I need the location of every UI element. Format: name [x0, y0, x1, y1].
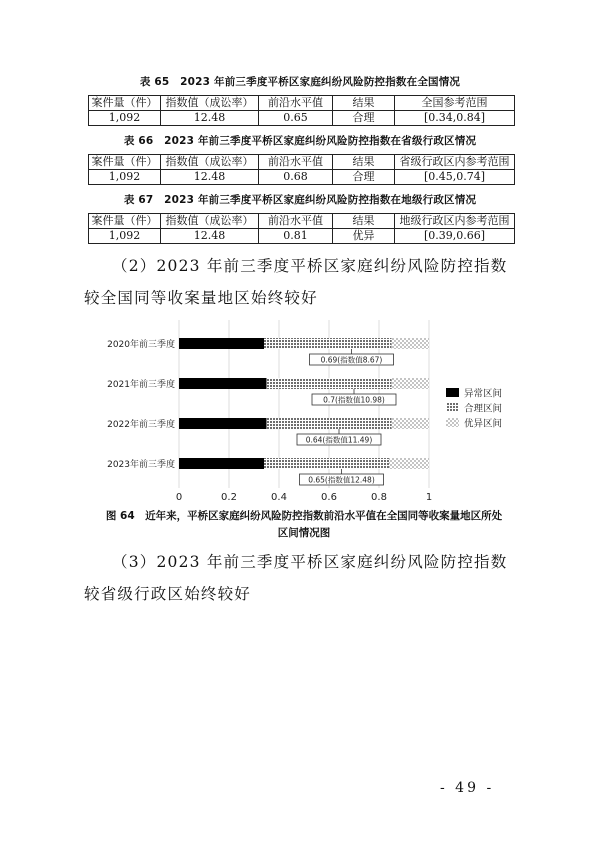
table-row	[89, 111, 515, 126]
figure-caption-line: 图 64 近年来，平桥区家庭纠纷风险防控指数前沿水平值在全国同等收案量地区所处	[105, 510, 503, 522]
table-header-row	[89, 96, 515, 111]
table-cell: [0.39,0.66]	[395, 229, 515, 244]
chart	[90, 316, 510, 502]
bar-segment	[392, 418, 430, 429]
table-cell: 1,092	[89, 229, 161, 244]
table-header-cell: 省级行政区内参考范围	[395, 155, 515, 170]
table-cell: 1,092	[89, 170, 161, 185]
category-label: 2023年前三季度	[107, 460, 175, 470]
table-row	[89, 170, 515, 185]
category-label: 2022年前三季度	[107, 420, 175, 430]
table-cell: [0.34,0.84]	[395, 111, 515, 126]
table-cell: 优异	[333, 229, 395, 244]
table-66	[88, 154, 515, 185]
table-header-cell: 前沿水平值	[259, 96, 333, 111]
table-header-cell: 全国参考范围	[395, 96, 515, 111]
section-2-heading: （2）2023 年前三季度平桥区家庭纠纷风险防控指数较全国同等收案量地区始终较好	[84, 257, 508, 307]
table-cell: 0.81	[259, 229, 333, 244]
bar-segment	[179, 418, 267, 429]
marker-label: 0.7(指数值10.98)	[323, 395, 385, 405]
x-tick-label: 1	[425, 492, 433, 502]
table-header-cell: 指数值（成讼率）	[161, 96, 259, 111]
legend-swatch	[446, 418, 459, 427]
legend-swatch	[446, 403, 459, 412]
bar-segment	[392, 378, 430, 389]
table-cell: 合理	[333, 111, 395, 126]
table-cell: 12.48	[161, 111, 259, 126]
legend-label: 优异区间	[464, 418, 503, 430]
table-cell: [0.45,0.74]	[395, 170, 515, 185]
table-header-cell: 案件量（件）	[89, 155, 161, 170]
table-cell: 12.48	[161, 170, 259, 185]
legend-swatch	[446, 388, 459, 397]
table-header-cell: 案件量（件）	[89, 214, 161, 229]
bar-segment	[389, 458, 429, 469]
table-header-cell: 结果	[333, 96, 395, 111]
x-tick-label: 0.4	[271, 492, 287, 502]
x-tick-label: 0.2	[221, 492, 237, 502]
table-65	[88, 95, 515, 126]
table-header-cell: 前沿水平值	[259, 155, 333, 170]
table-cell: 0.68	[259, 170, 333, 185]
table-cell: 1,092	[89, 111, 161, 126]
x-tick-label: 0.8	[371, 492, 387, 502]
table-67-caption: 表 67 2023 年前三季度平桥区家庭纠纷风险防控指数在地级行政区情况	[123, 194, 477, 206]
marker-label: 0.69(指数值8.67)	[320, 355, 383, 365]
table-header-cell: 指数值（成讼率）	[161, 155, 259, 170]
table-65-caption: 表 65 2023 年前三季度平桥区家庭纠纷风险防控指数在全国情况	[139, 76, 461, 88]
figure-caption-line: 区间情况图	[277, 527, 331, 539]
table-67	[88, 213, 515, 244]
marker-label: 0.64(指数值11.49)	[305, 435, 373, 445]
legend-label: 异常区间	[464, 388, 503, 400]
table-header-cell: 结果	[333, 214, 395, 229]
marker-label: 0.65(指数值12.48)	[308, 475, 375, 485]
bar-segment	[392, 338, 430, 349]
bar-segment	[264, 458, 389, 469]
table-66-caption: 表 66 2023 年前三季度平桥区家庭纠纷风险防控指数在省级行政区情况	[123, 135, 477, 147]
table-header-cell: 前沿水平值	[259, 214, 333, 229]
table-header-cell: 地级行政区内参考范围	[395, 214, 515, 229]
table-cell: 合理	[333, 170, 395, 185]
table-header-cell: 结果	[333, 155, 395, 170]
bar-segment	[179, 458, 264, 469]
table-cell: 0.65	[259, 111, 333, 126]
bar-segment	[267, 418, 392, 429]
category-label: 2020年前三季度	[107, 340, 175, 350]
bar-segment	[179, 378, 267, 389]
bar-segment	[264, 338, 392, 349]
table-header-cell: 案件量（件）	[89, 96, 161, 111]
figure-caption	[84, 508, 524, 542]
x-tick-label: 0.6	[321, 492, 337, 502]
section-3-heading: （3）2023 年前三季度平桥区家庭纠纷风险防控指数较省级行政区始终较好	[84, 553, 508, 603]
table-header-cell: 指数值（成讼率）	[161, 214, 259, 229]
category-label: 2021年前三季度	[107, 380, 175, 390]
legend-label: 合理区间	[464, 403, 503, 415]
table-row	[89, 229, 515, 244]
bar-segment	[179, 338, 264, 349]
table-header-row	[89, 214, 515, 229]
table-cell: 12.48	[161, 229, 259, 244]
page-number: - 49 -	[440, 780, 495, 796]
bar-segment	[267, 378, 392, 389]
table-header-row	[89, 155, 515, 170]
x-tick-label: 0	[175, 492, 183, 502]
